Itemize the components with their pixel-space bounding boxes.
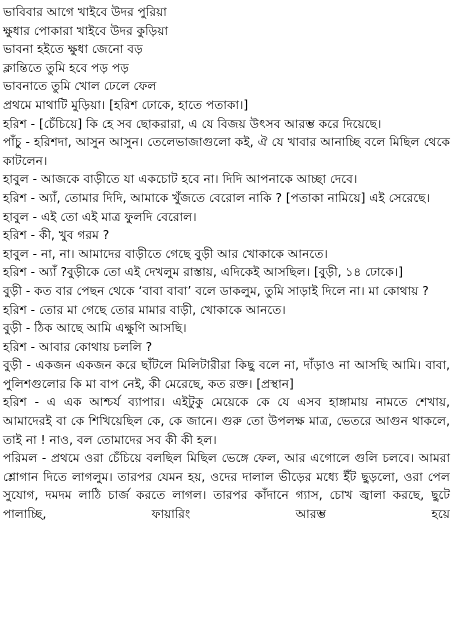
dialogue-habul-3: হাবুল - না, না। আমাদের বাড়ীতে গেছে বুড়ী আর খোকাকে আনতে। bbox=[3, 246, 328, 261]
dialogue-harish-3: হরিশ - কী, খুব গরম ? bbox=[3, 228, 110, 243]
dialogue-habul-1: হাবুল - আজকে বাড়ীতে যা একচোট হবে না। দিদি আপনাকে আচ্ছা দেবে। bbox=[3, 172, 358, 187]
dialogue-harish-5: হরিশ - তোর মা গেছে তোর মামার বাড়ী, খোকাকে আনতে। bbox=[3, 302, 286, 317]
dialogue-harish-4: হরিশ - অ্যাঁ ?বুড়ীকে তো এই দেখলুম রাস্তায়, এদিকেই আসছিল। [বুড়ী, ১৪ ঢোকে।] bbox=[3, 265, 404, 280]
dialogue-buri-2: বুড়ী - ঠিক আছে আমি এক্ষুণি আসছি। bbox=[3, 321, 187, 336]
verse-line-5: ভাবনাতে তুমি খোল ঢেলে ফেল bbox=[3, 79, 157, 94]
verse-line-4: ক্লান্তিতে তুমি হবে পড় পড় bbox=[3, 60, 129, 75]
verse-line-6-stage-direction: প্রথমে মাথাটি মুড়িয়া। [হরিশ ঢোকে, হাতে পতাকা।] bbox=[3, 97, 249, 112]
dialogue-habul-2: হাবুল - এই তো এই মাত্র ফুলদি বেরোল। bbox=[3, 209, 197, 224]
dialogue-panchu-1: পাঁচু - হরিশদা, আসুন আসুন। তেলেভাজাগুলো কই, ঐ যে খাবার আনাচ্ছি বলে মিছিল থেকে কাটলেন। bbox=[3, 135, 450, 168]
dialogue-harish-7: হরিশ - এ এক আশ্চর্য ব্যাপার। এইটুকু মেয়েকে কে যে এসব হাঙ্গামায় নামতে শেখায়, আমাদেরই বা কে শিখিয়েছিল কে, কে জানে। গুরু তো উপলক্ষ মাত্র, ভেতরে আগুন থাকলে, তাই না ! নাও, বল তোমাদের সব কী কী হল। bbox=[3, 395, 450, 447]
verse-line-1: ভাবিবার আগে খাইবে উদর পুরিয়া bbox=[3, 5, 167, 19]
dialogue-parimal-1: পরিমল - প্রথমে ওরা চেঁচিয়ে বলছিল মিছিল ভেঙ্গে ফেল, আর এগোলে গুলি চলবে। আমরা শ্লোগান দিতে লাগলুম। তারপর যেমন হয়, ওদের দালাল ভীড়ের মধ্যে ইঁট ছুড়লো, ওরা পেল সুযোগ, দমদম লাঠি চার্জ করতে লাগল। তারপর কাঁদানে গ্যাস, চোখ জ্বালা করছে, ছুটে পালাচ্ছি, ফায়ারিং আরম্ভ হয়ে bbox=[3, 451, 450, 522]
dialogue-harish-2: হরিশ - অ্যাঁ, তোমার দিদি, আমাকে খুঁজতে বেরোল নাকি ? [পতাকা নামিয়ে] এই সেরেছে। bbox=[3, 190, 430, 205]
dialogue-harish-6: হরিশ - আবার কোথায় চললি ? bbox=[3, 339, 153, 354]
dialogue-buri-1: বুড়ী - কত বার পেছন থেকে ‘বাবা বাবা’ বলে ডাকলুম, তুমি সাড়াই দিলে না। মা কোথায় ? bbox=[3, 283, 429, 298]
dialogue-buri-3: বুড়ী - একজন একজন করে ছাঁটলে মিলিটারীরা কিছু বলে না, দাঁড়াও না আসছি আমি। বাবা, পুলিশগুলোর কি মা বাপ নেই, কী মেরেছে, কত রক্ত। [প্রস্থান] bbox=[3, 358, 450, 391]
verse-line-2: ক্ষুধার পোকারা খাইবে উদর কুড়িয়া bbox=[3, 23, 169, 38]
verse-line-3: ভাবনা হইতে ক্ষুধা জেনো বড় bbox=[3, 42, 143, 57]
dialogue-harish-1: হরিশ - [চেঁচিয়ে] কি হে সব ছোকরারা, এ যে বিজয় উৎসব আরম্ভ করে দিয়েছে। bbox=[3, 116, 382, 131]
